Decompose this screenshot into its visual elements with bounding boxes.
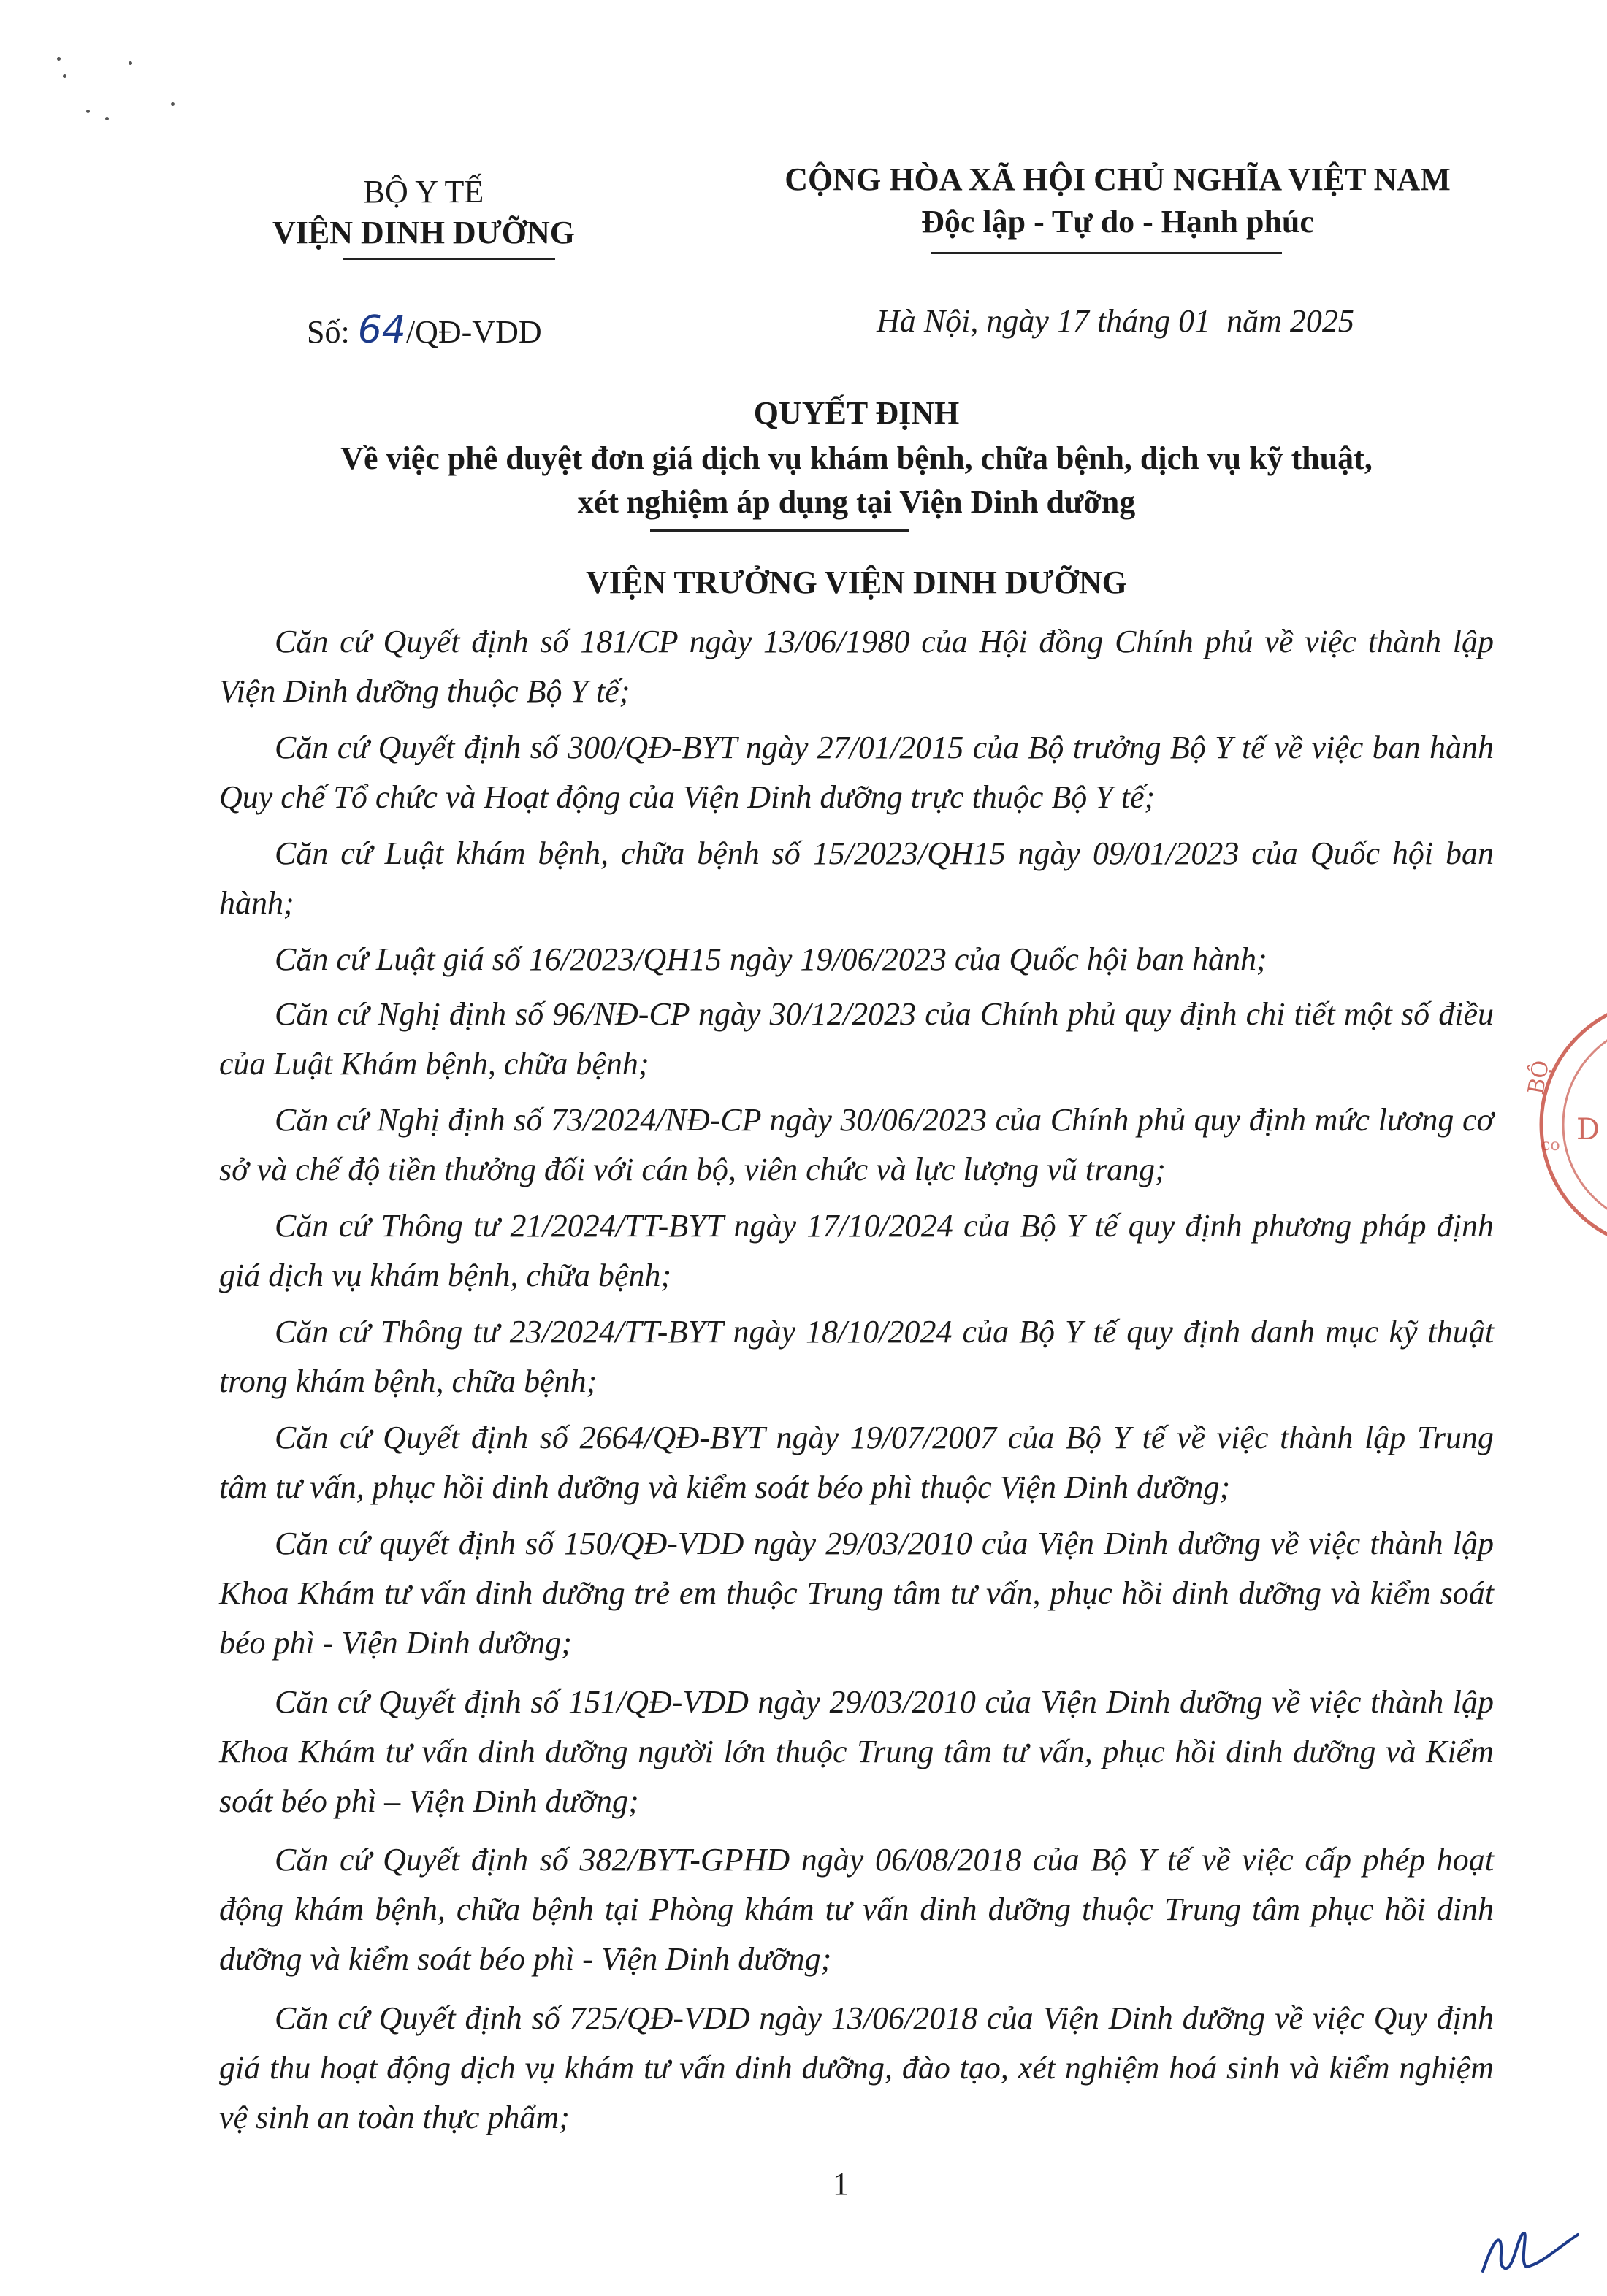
scan-speck	[57, 57, 61, 61]
document-number-prefix: Số:	[307, 314, 350, 350]
legal-basis-paragraph: Căn cứ Quyết định số 181/CP ngày 13/06/1980 của Hội đồng Chính phủ về việc thành lập Viện Dinh dưỡng thuộc Bộ Y tế;	[219, 624, 1494, 709]
legal-basis-paragraph: Căn cứ Luật giá số 16/2023/QH15 ngày 19/06/2023 của Quốc hội ban hành;	[275, 941, 1267, 977]
republic-name: CỘNG HÒA XÃ HỘI CHỦ NGHĨA VIỆT NAM	[785, 161, 1451, 197]
scan-speck	[86, 110, 90, 113]
scan-speck	[63, 74, 66, 78]
legal-basis-paragraph: Căn cứ Quyết định số 382/BYT-GPHD ngày 06/08/2018 của Bộ Y tế về việc cấp phép hoạt động khám bệnh, chữa bệnh tại Phòng khám tư vấn dinh dưỡng thuộc Trung tâm phục hồi dinh dưỡng và kiểm soát béo phì - Viện Dinh dưỡng;	[219, 1842, 1494, 1977]
svg-text:BỘ: BỘ	[1523, 1058, 1554, 1097]
place-and-date: Hà Nội, ngày 17 tháng 01 năm 2025	[877, 303, 1354, 339]
legal-basis-paragraph: Căn cứ Quyết định số 2664/QĐ-BYT ngày 19/07/2007 của Bộ Y tế về việc thành lập Trung tâm tư vấn, phục hồi dinh dưỡng và kiểm soát béo phì thuộc Viện Dinh dưỡng;	[219, 1420, 1494, 1505]
svg-text:co: co	[1541, 1136, 1560, 1155]
issuing-authority: VIỆN TRƯỞNG VIỆN DINH DƯỠNG	[586, 565, 1127, 600]
svg-text:D: D	[1576, 1113, 1600, 1147]
legal-basis-paragraph: Căn cứ quyết định số 150/QĐ-VDD ngày 29/03/2010 của Viện Dinh dưỡng về việc thành lập Khoa Khám tư vấn dinh dưỡng trẻ em thuộc Trung tâm tư vấn, phục hồi dinh dưỡng và kiểm soát béo phì - Viện Dinh dưỡng;	[219, 1526, 1494, 1661]
scan-speck	[105, 117, 109, 120]
decision-subject-line-2: xét nghiệm áp dụng tại Viện Dinh dưỡng	[577, 484, 1136, 520]
legal-basis-paragraph: Căn cứ Nghị định số 96/NĐ-CP ngày 30/12/2023 của Chính phủ quy định chi tiết một số điều của Luật Khám bệnh, chữa bệnh;	[219, 996, 1494, 1082]
institute-name: VIỆN DINH DƯỠNG	[272, 215, 575, 250]
scan-speck	[129, 61, 132, 65]
motto-underline	[931, 252, 1282, 254]
page-number: 1	[833, 2166, 849, 2202]
official-seal-stamp	[1519, 993, 1607, 1256]
decision-subject-line-1: Về việc phê duyệt đơn giá dịch vụ khám bệnh, chữa bệnh, dịch vụ kỹ thuật,	[340, 440, 1373, 476]
legal-basis-paragraph: Căn cứ Thông tư 21/2024/TT-BYT ngày 17/10/2024 của Bộ Y tế quy định phương pháp định giá dịch vụ khám bệnh, chữa bệnh;	[219, 1208, 1494, 1293]
legal-basis-paragraph: Căn cứ Quyết định số 151/QĐ-VDD ngày 29/03/2010 của Viện Dinh dưỡng về việc thành lập Khoa Khám tư vấn dinh dưỡng người lớn thuộc Trung tâm tư vấn, phục hồi dinh dưỡng và Kiểm soát béo phì – Viện Dinh dưỡng;	[219, 1684, 1494, 1819]
institute-underline	[343, 258, 555, 260]
ministry-name: BỘ Y TẾ	[363, 174, 484, 210]
national-motto: Độc lập - Tự do - Hạnh phúc	[921, 204, 1314, 240]
document-number-handwritten: 64	[357, 308, 406, 352]
document-number	[307, 308, 542, 354]
initials-signature	[1476, 2220, 1585, 2286]
scan-speck	[171, 102, 175, 106]
legal-basis-paragraph: Căn cứ Thông tư 23/2024/TT-BYT ngày 18/10/2024 của Bộ Y tế quy định danh mục kỹ thuật trong khám bệnh, chữa bệnh;	[219, 1314, 1494, 1399]
legal-basis-paragraph: Căn cứ Luật khám bệnh, chữa bệnh số 15/2023/QH15 ngày 09/01/2023 của Quốc hội ban hành;	[219, 835, 1494, 921]
decision-heading: QUYẾT ĐỊNH	[753, 395, 960, 431]
legal-basis-paragraph: Căn cứ Quyết định số 300/QĐ-BYT ngày 27/01/2015 của Bộ trưởng Bộ Y tế về việc ban hành Quy chế Tổ chức và Hoạt động của Viện Dinh dưỡng trực thuộc Bộ Y tế;	[219, 730, 1494, 815]
subject-underline	[650, 529, 909, 532]
document-number-suffix: /QĐ-VDD	[405, 314, 542, 350]
legal-basis-paragraph: Căn cứ Quyết định số 725/QĐ-VDD ngày 13/06/2018 của Viện Dinh dưỡng về việc Quy định giá thu hoạt động dịch vụ khám tư vấn dinh dưỡng, đào tạo, xét nghiệm hoá sinh và kiểm nghiệm vệ sinh an toàn thực phẩm;	[219, 2000, 1494, 2135]
legal-basis-paragraph: Căn cứ Nghị định số 73/2024/NĐ-CP ngày 30/06/2023 của Chính phủ quy định mức lương cơ sở và chế độ tiền thưởng đối với cán bộ, viên chức và lực lượng vũ trang;	[219, 1102, 1494, 1187]
